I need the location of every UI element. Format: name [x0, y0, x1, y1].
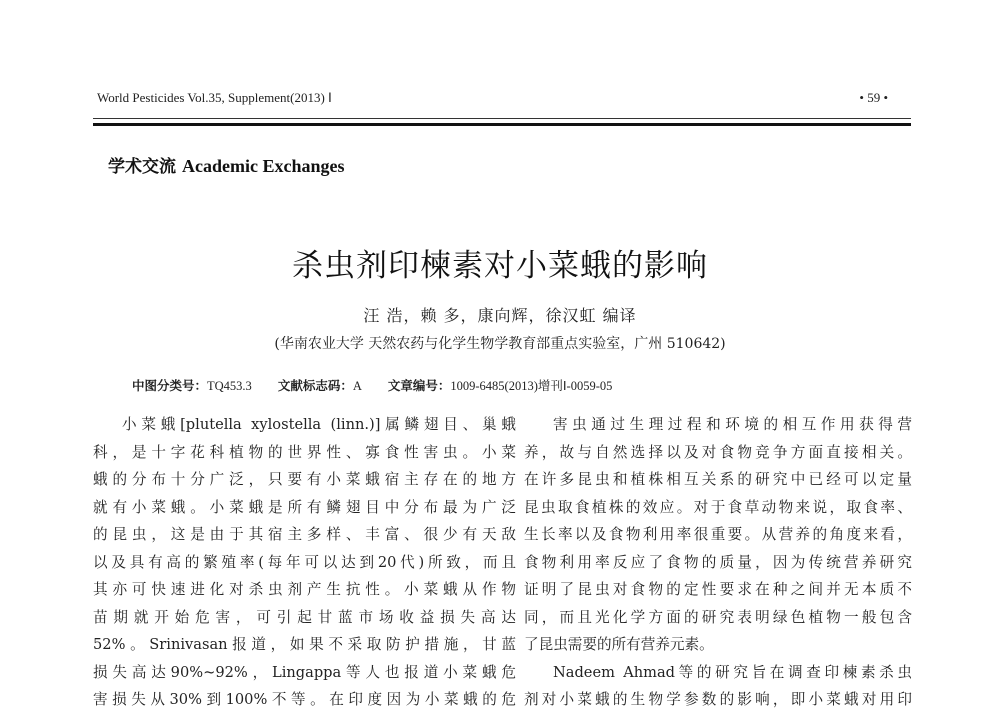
text-line: 就有小菜蛾。小菜蛾是所有鳞翅目中分布最为广泛	[93, 498, 516, 516]
text-line: 其亦可快速进化对杀虫剂产生抗性。小菜蛾从作物	[93, 581, 516, 598]
section-heading-en: Academic Exchanges	[182, 156, 345, 176]
clc-label: 中图分类号：	[132, 378, 208, 393]
text-line: 生长率以及食物利用率很重要。从营养的角度来看，	[524, 526, 912, 543]
article-id-value: 1009-6485(2013)增刊Ⅰ-0059-05	[450, 379, 613, 393]
text-line: 损失高达90%~92%，Lingappa等人也报道小菜蛾危	[93, 663, 516, 681]
text-line: 蛾的分布十分广泛，只要有小菜蛾宿主存在的地方	[93, 471, 516, 488]
article-meta	[132, 376, 612, 394]
text-line: 的昆虫，这是由于其宿主多样、丰富、很少有天敌	[93, 526, 516, 543]
article-title: 杀虫剂印楝素对小菜蛾的影响	[292, 248, 708, 284]
text-line: 在许多昆虫和植株相互关系的研究中已经可以定量	[524, 471, 912, 488]
doc-code-value: A	[352, 379, 362, 393]
article-authors: 汪 浩，赖 多，康向辉，徐汉虹 编译	[363, 306, 637, 325]
clc-value: TQ453.3	[207, 379, 252, 393]
journal-header: World Pesticides Vol.35, Supplement(2013) Ⅰ	[97, 90, 332, 105]
page-number: • 59 •	[859, 90, 888, 105]
article-id-label: 文章编号：	[387, 378, 451, 393]
text-line: 同，而且光化学方面的研究表明绿色植物一般包含	[524, 608, 912, 626]
text-line: 昆虫取食植株的效应。对于食草动物来说，取食率、	[524, 498, 912, 516]
text-line: 害损失从30%到100%不等。在印度因为小菜蛾的危	[93, 691, 516, 708]
body-column-left	[93, 411, 516, 714]
section-heading	[108, 152, 344, 177]
doc-code-label: 文献标志码：	[277, 378, 353, 393]
text-line: 食物利用率反应了食物的质量，因为传统营养研究	[524, 553, 912, 571]
section-heading-cn: 学术交流	[108, 157, 176, 177]
text-line: 苗期就开始危害，可引起甘蓝市场收益损失高达	[93, 608, 516, 626]
text-line: 小菜蛾[plutella xylostella (linn.)]属鳞翅目、巢蛾	[122, 416, 516, 433]
text-line: 证明了昆虫对食物的定性要求在种之间并无本质不	[524, 581, 912, 598]
header-rule-thick	[93, 123, 911, 126]
text-line: Nadeem Ahmad等的研究旨在调查印楝素杀虫	[553, 663, 912, 681]
text-line: 害虫通过生理过程和环境的相互作用获得营	[553, 416, 912, 433]
text-line: 以及具有高的繁殖率(每年可以达到20代)所致，而且	[93, 553, 516, 571]
text-line: 剂对小菜蛾的生物学参数的影响，即小菜蛾对用印	[524, 691, 912, 708]
text-line: 科，是十字花科植物的世界性、寡食性害虫。小菜	[93, 443, 516, 461]
header-rule-thin	[93, 118, 911, 119]
article-affiliation: (华南农业大学 天然农药与化学生物学教育部重点实验室，广州 510642)	[274, 336, 726, 352]
text-line: 养，故与自然选择以及对食物竞争方面直接相关。	[524, 443, 912, 461]
body-column-right	[524, 411, 912, 714]
text-line: 52%。Srinivasan报道，如果不采取防护措施，甘蓝	[93, 636, 516, 653]
text-line: 了昆虫需要的所有营养元素。	[524, 636, 714, 653]
